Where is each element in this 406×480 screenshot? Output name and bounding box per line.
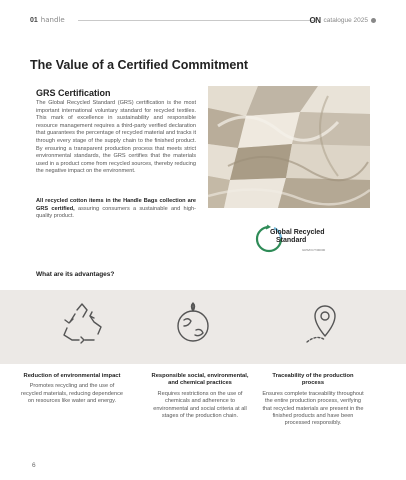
grs-logo (254, 222, 330, 258)
advantage-item (20, 373, 124, 406)
grs-highlight-bold: All recycled cotton items in the Handle Bags collection are GRS certified, (36, 198, 196, 212)
recycled-fabric-photo (208, 86, 370, 208)
advantage-text: Ensures complete traceability throughout the entire production process, verifying that recycled materials are present in the finished products and have been processed responsibly. (262, 390, 364, 427)
grs-paragraph: The Global Recycled Standard (GRS) certification is the most important international voluntary standard for recycled textiles. This mark of excellence in sustainability and responsible resource management requires a third-party verified declaration that guarantees the percentage of recycled material and tracks it through every stage of the supply chain to the finished product. By ensuring a transparent production process that meets strict environmental standards, the GRS certifies that the materials used in a product come from recycled sources, thereby reducing the negative impact on the environment. (36, 100, 196, 175)
brand-name: handle (40, 16, 65, 24)
page-title: The Value of a Certified Commitment (30, 58, 249, 72)
catalogue-label: catalogue 2025 (323, 17, 368, 24)
grs-heading: GRS Certification (36, 88, 111, 98)
advantage-text: Requires restrictions on the use of chemicals and adherence to environmental and social criteria at all stages of the production chain. (153, 390, 247, 420)
grs-logo-line1: Global Recycled (270, 229, 325, 236)
header-left (30, 16, 65, 24)
advantage-text: Promotes recycling and the use of recycled materials, reducing dependence on resources like water and energy. (21, 383, 123, 405)
advantage-item (261, 373, 365, 428)
advantages-heading: What are its advantages? (36, 271, 115, 278)
header-rule (78, 20, 314, 21)
header-right (310, 16, 376, 25)
grs-highlight-rest: assuring consumers a sustainable and high-quality product. (36, 205, 196, 220)
map-pin-icon (303, 302, 345, 346)
recycle-icon (61, 302, 103, 346)
grs-logo-line2: Standard (276, 237, 307, 244)
on-logo: ON (309, 16, 321, 25)
section-number: 01 (30, 16, 38, 24)
header-dot-icon (371, 18, 376, 23)
grs-logo-code: GRS/FC/T/00000 (302, 248, 326, 252)
globe-leaf-icon (172, 302, 214, 346)
page-number: 6 (32, 462, 36, 469)
fabric-scraps-illustration (208, 86, 370, 208)
page-header (30, 16, 376, 26)
advantage-item (148, 373, 252, 420)
grs-highlight (36, 198, 196, 221)
advantage-title: Reduction of environmental impact (23, 373, 121, 379)
advantage-title: Responsible social, environmental, and chemical practices (151, 373, 249, 387)
advantage-title: Traceability of the production process (272, 373, 354, 387)
